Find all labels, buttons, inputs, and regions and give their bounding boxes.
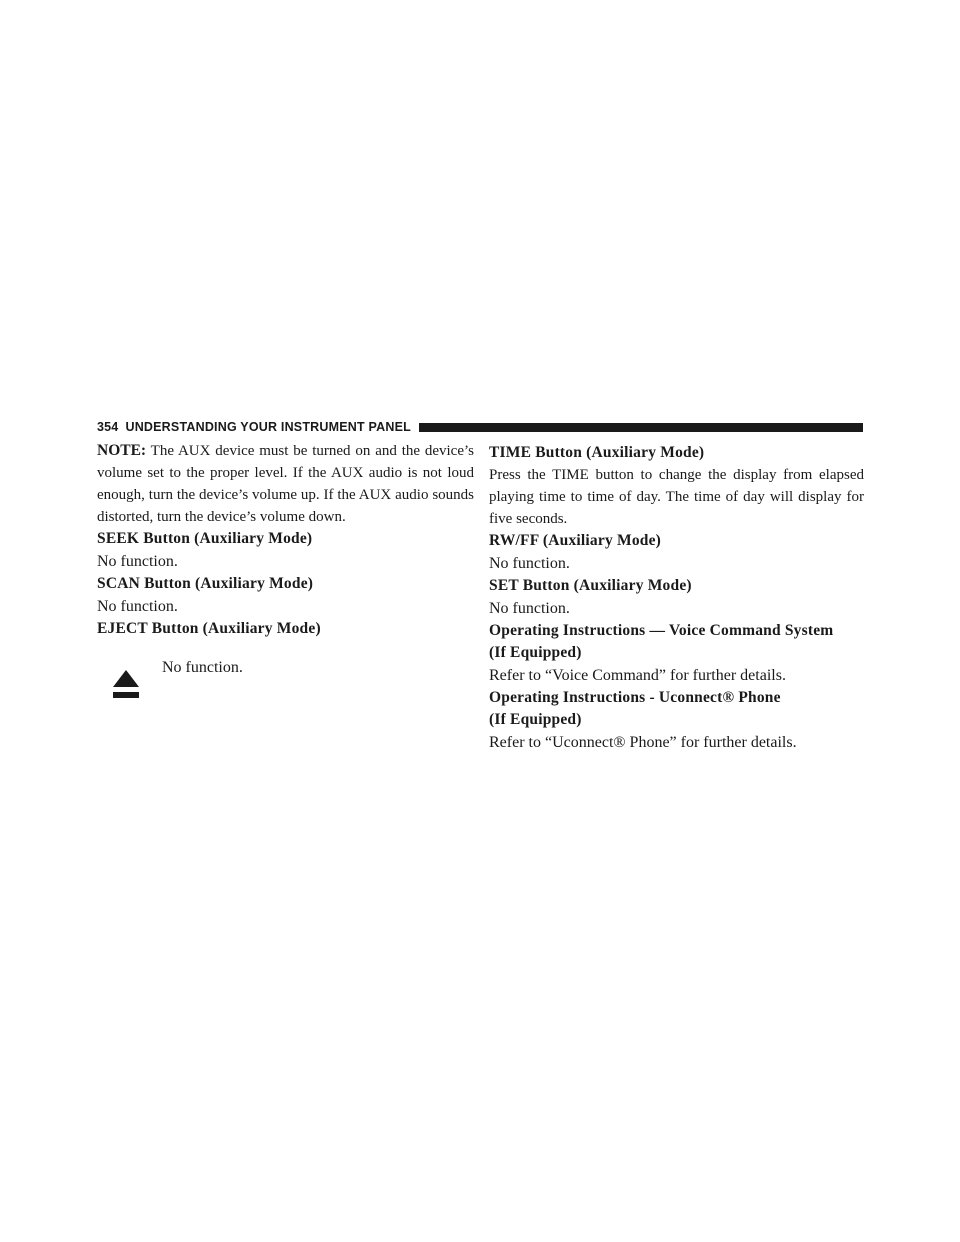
right-column (489, 440, 864, 754)
scan-text: No function. (97, 598, 178, 615)
note-paragraph (97, 440, 474, 528)
time-text: Press the TIME button to change the display from elapsed playing time to time of day. The time of day will display for five seconds. (489, 467, 864, 527)
eject-text: No function. (162, 659, 243, 676)
time-heading: TIME Button (Auxiliary Mode) (489, 444, 705, 461)
eject-row (97, 654, 474, 714)
voice-text: Refer to “Voice Command” for further details. (489, 667, 786, 684)
voice-heading-line1: Operating Instructions — Voice Command System (489, 622, 834, 639)
eject-heading: EJECT Button (Auxiliary Mode) (97, 620, 321, 637)
note-text: The AUX device must be turned on and the device’s volume set to the proper level. If the AUX audio is not loud enough, turn the device’s volume up. If the AUX audio sounds distorted, turn the device’s volume down. (97, 443, 474, 525)
left-column (97, 440, 474, 714)
page-number: 354 (97, 420, 119, 434)
header-rule (419, 423, 863, 432)
scan-heading: SCAN Button (Auxiliary Mode) (97, 575, 314, 592)
phone-heading-line2: (If Equipped) (489, 711, 582, 728)
eject-icon (113, 670, 139, 700)
set-heading: SET Button (Auxiliary Mode) (489, 577, 692, 594)
page-header (97, 418, 863, 436)
seek-text: No function. (97, 553, 178, 570)
rwff-heading: RW/FF (Auxiliary Mode) (489, 532, 662, 549)
voice-heading (489, 620, 864, 664)
section-title: UNDERSTANDING YOUR INSTRUMENT PANEL (125, 420, 411, 434)
rwff-text: No function. (489, 555, 570, 572)
phone-text: Refer to “Uconnect® Phone” for further details. (489, 734, 797, 751)
phone-heading (489, 687, 864, 731)
set-text: No function. (489, 600, 570, 617)
phone-heading-line1: Operating Instructions - Uconnect® Phone (489, 689, 781, 706)
note-label: NOTE: (97, 442, 147, 459)
voice-heading-line2: (If Equipped) (489, 644, 582, 661)
seek-heading: SEEK Button (Auxiliary Mode) (97, 530, 313, 547)
